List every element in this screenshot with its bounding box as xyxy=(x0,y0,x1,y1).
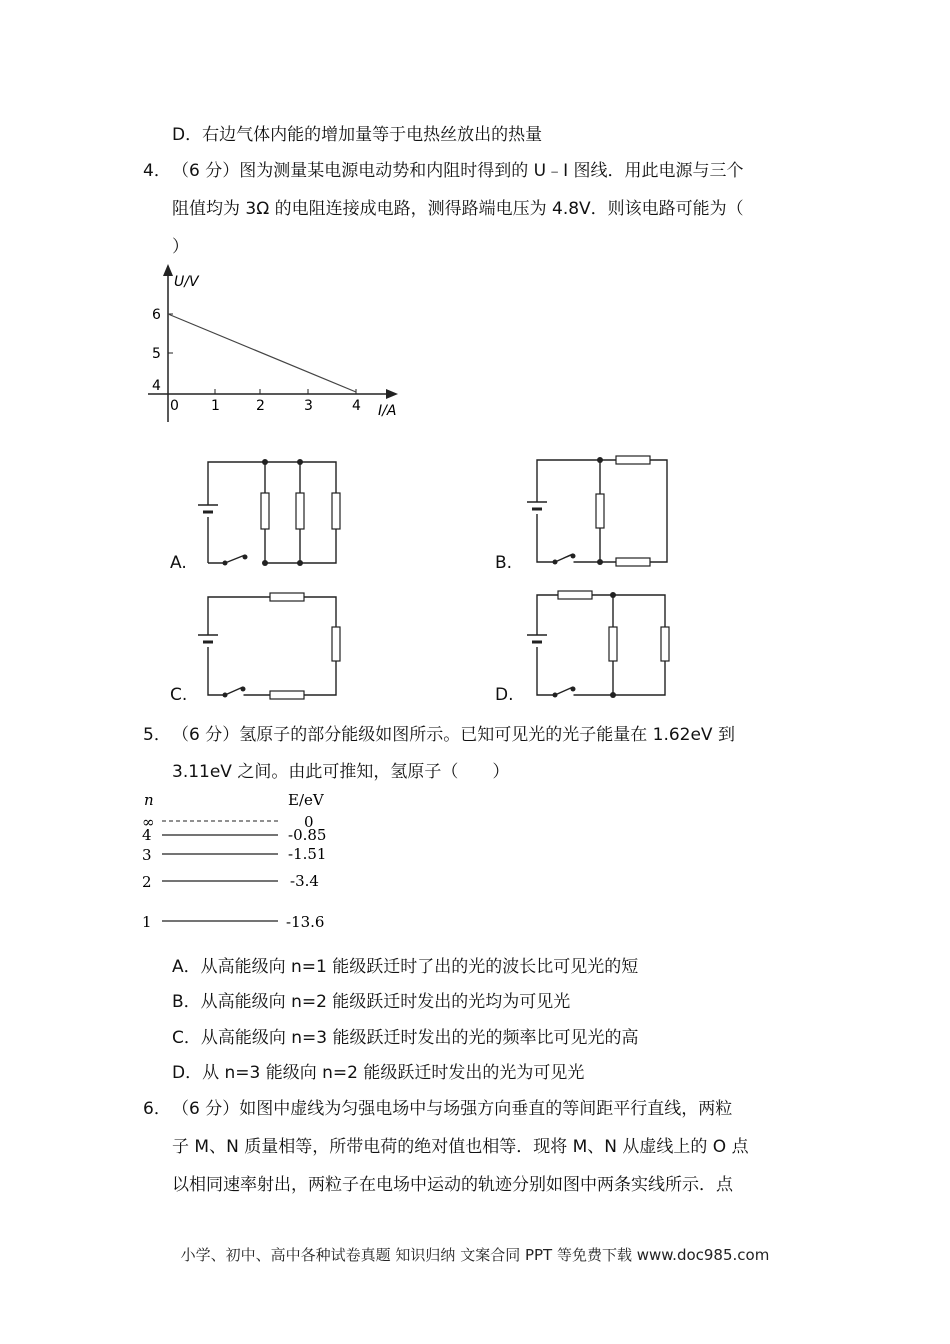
q6-line1: （6 分）如图中虚线为匀强电场中与场强方向垂直的等间距平行直线，两粒 xyxy=(172,1099,733,1119)
circuit-c xyxy=(195,585,345,703)
resistor xyxy=(296,493,304,529)
x-tick-3: 3 xyxy=(304,398,313,414)
resistor xyxy=(616,558,650,566)
x-tick-1: 1 xyxy=(211,398,220,414)
q3-option-d: D．右边气体内能的增加量等于电热丝放出的热量 xyxy=(172,125,543,145)
level-n-2: 2 xyxy=(142,873,152,891)
circuit-d-label: D. xyxy=(495,685,514,705)
q5-option-a: A．从高能级向 n=1 能级跃迁时了出的光的波长比可见光的短 xyxy=(172,957,639,977)
resistor xyxy=(270,593,304,601)
level-e-2: -3.4 xyxy=(290,872,319,890)
q4-line2: 阻值均为 3Ω 的电阻连接成电路，测得路端电压为 4.8V．则该电路可能为（ xyxy=(172,199,744,219)
x-tick-4: 4 xyxy=(352,398,361,414)
q4-line1: （6 分）图为测量某电源电动势和内阻时得到的 U﹣I 图线．用此电源与三个 xyxy=(172,161,744,181)
q5-number: 5． xyxy=(143,725,171,745)
q4-number: 4． xyxy=(143,161,171,181)
q6-line2: 子 M、N 质量相等，所带电荷的绝对值也相等．现将 M、N 从虚线上的 O 点 xyxy=(172,1137,749,1157)
level-n-4: 4 xyxy=(142,826,152,844)
q5-option-b: B．从高能级向 n=2 能级跃迁时发出的光均为可见光 xyxy=(172,992,571,1012)
level-e-1: -13.6 xyxy=(286,913,325,931)
circuit-d xyxy=(525,585,675,703)
x-axis-label: I/A xyxy=(378,403,397,419)
y-tick-5: 5 xyxy=(152,346,161,362)
q6-number: 6． xyxy=(143,1099,171,1119)
level-e-3: -1.51 xyxy=(288,845,327,863)
resistor xyxy=(261,493,269,529)
circuit-b xyxy=(525,452,675,570)
resistor xyxy=(596,494,604,528)
ui-line xyxy=(168,314,356,392)
level-n-3: 3 xyxy=(142,846,152,864)
circuit-a-label: A. xyxy=(170,553,187,573)
level-n-inf: ∞ xyxy=(142,813,155,831)
circuit-c-label: C. xyxy=(170,685,188,705)
level-e-inf: 0 xyxy=(304,813,314,831)
resistor xyxy=(558,591,592,599)
level-e-4: -0.85 xyxy=(288,826,327,844)
e-header: E/eV xyxy=(288,791,324,809)
q5-option-c: C．从高能级向 n=3 能级跃迁时发出的光的频率比可见光的高 xyxy=(172,1028,639,1048)
resistor xyxy=(332,627,340,661)
y-tick-4: 4 xyxy=(152,378,161,394)
page-footer: 小学、初中、高中各种试卷真题 知识归纳 文案合同 PPT 等免费下载 www.doc985.com xyxy=(180,1246,770,1264)
circuit-a xyxy=(195,455,345,573)
q5-line2: 3.11eV 之间。由此可推知，氢原子（ ） xyxy=(172,762,510,782)
q4-line3: ） xyxy=(172,237,189,257)
x-tick-2: 2 xyxy=(256,398,265,414)
level-n-1: 1 xyxy=(142,913,152,931)
q5-option-d: D．从 n=3 能级向 n=2 能级跃迁时发出的光为可见光 xyxy=(172,1063,585,1083)
y-axis-label: U/V xyxy=(174,274,199,290)
n-header: n xyxy=(144,791,154,809)
energy-level-diagram xyxy=(138,788,338,938)
circuit-b-label: B. xyxy=(495,553,513,573)
x-tick-0: 0 xyxy=(170,398,179,414)
resistor xyxy=(661,627,669,661)
y-axis-arrow xyxy=(163,264,173,276)
resistor xyxy=(616,456,650,464)
resistor xyxy=(609,627,617,661)
q6-line3: 以相同速率射出，两粒子在电场中运动的轨迹分别如图中两条实线所示．点 xyxy=(172,1175,733,1195)
resistor xyxy=(332,493,340,529)
ui-graph xyxy=(140,262,420,430)
resistor xyxy=(270,691,304,699)
y-tick-6: 6 xyxy=(152,307,161,323)
x-axis-arrow xyxy=(386,389,398,399)
q5-line1: （6 分）氢原子的部分能级如图所示。已知可见光的光子能量在 1.62eV 到 xyxy=(172,725,735,745)
